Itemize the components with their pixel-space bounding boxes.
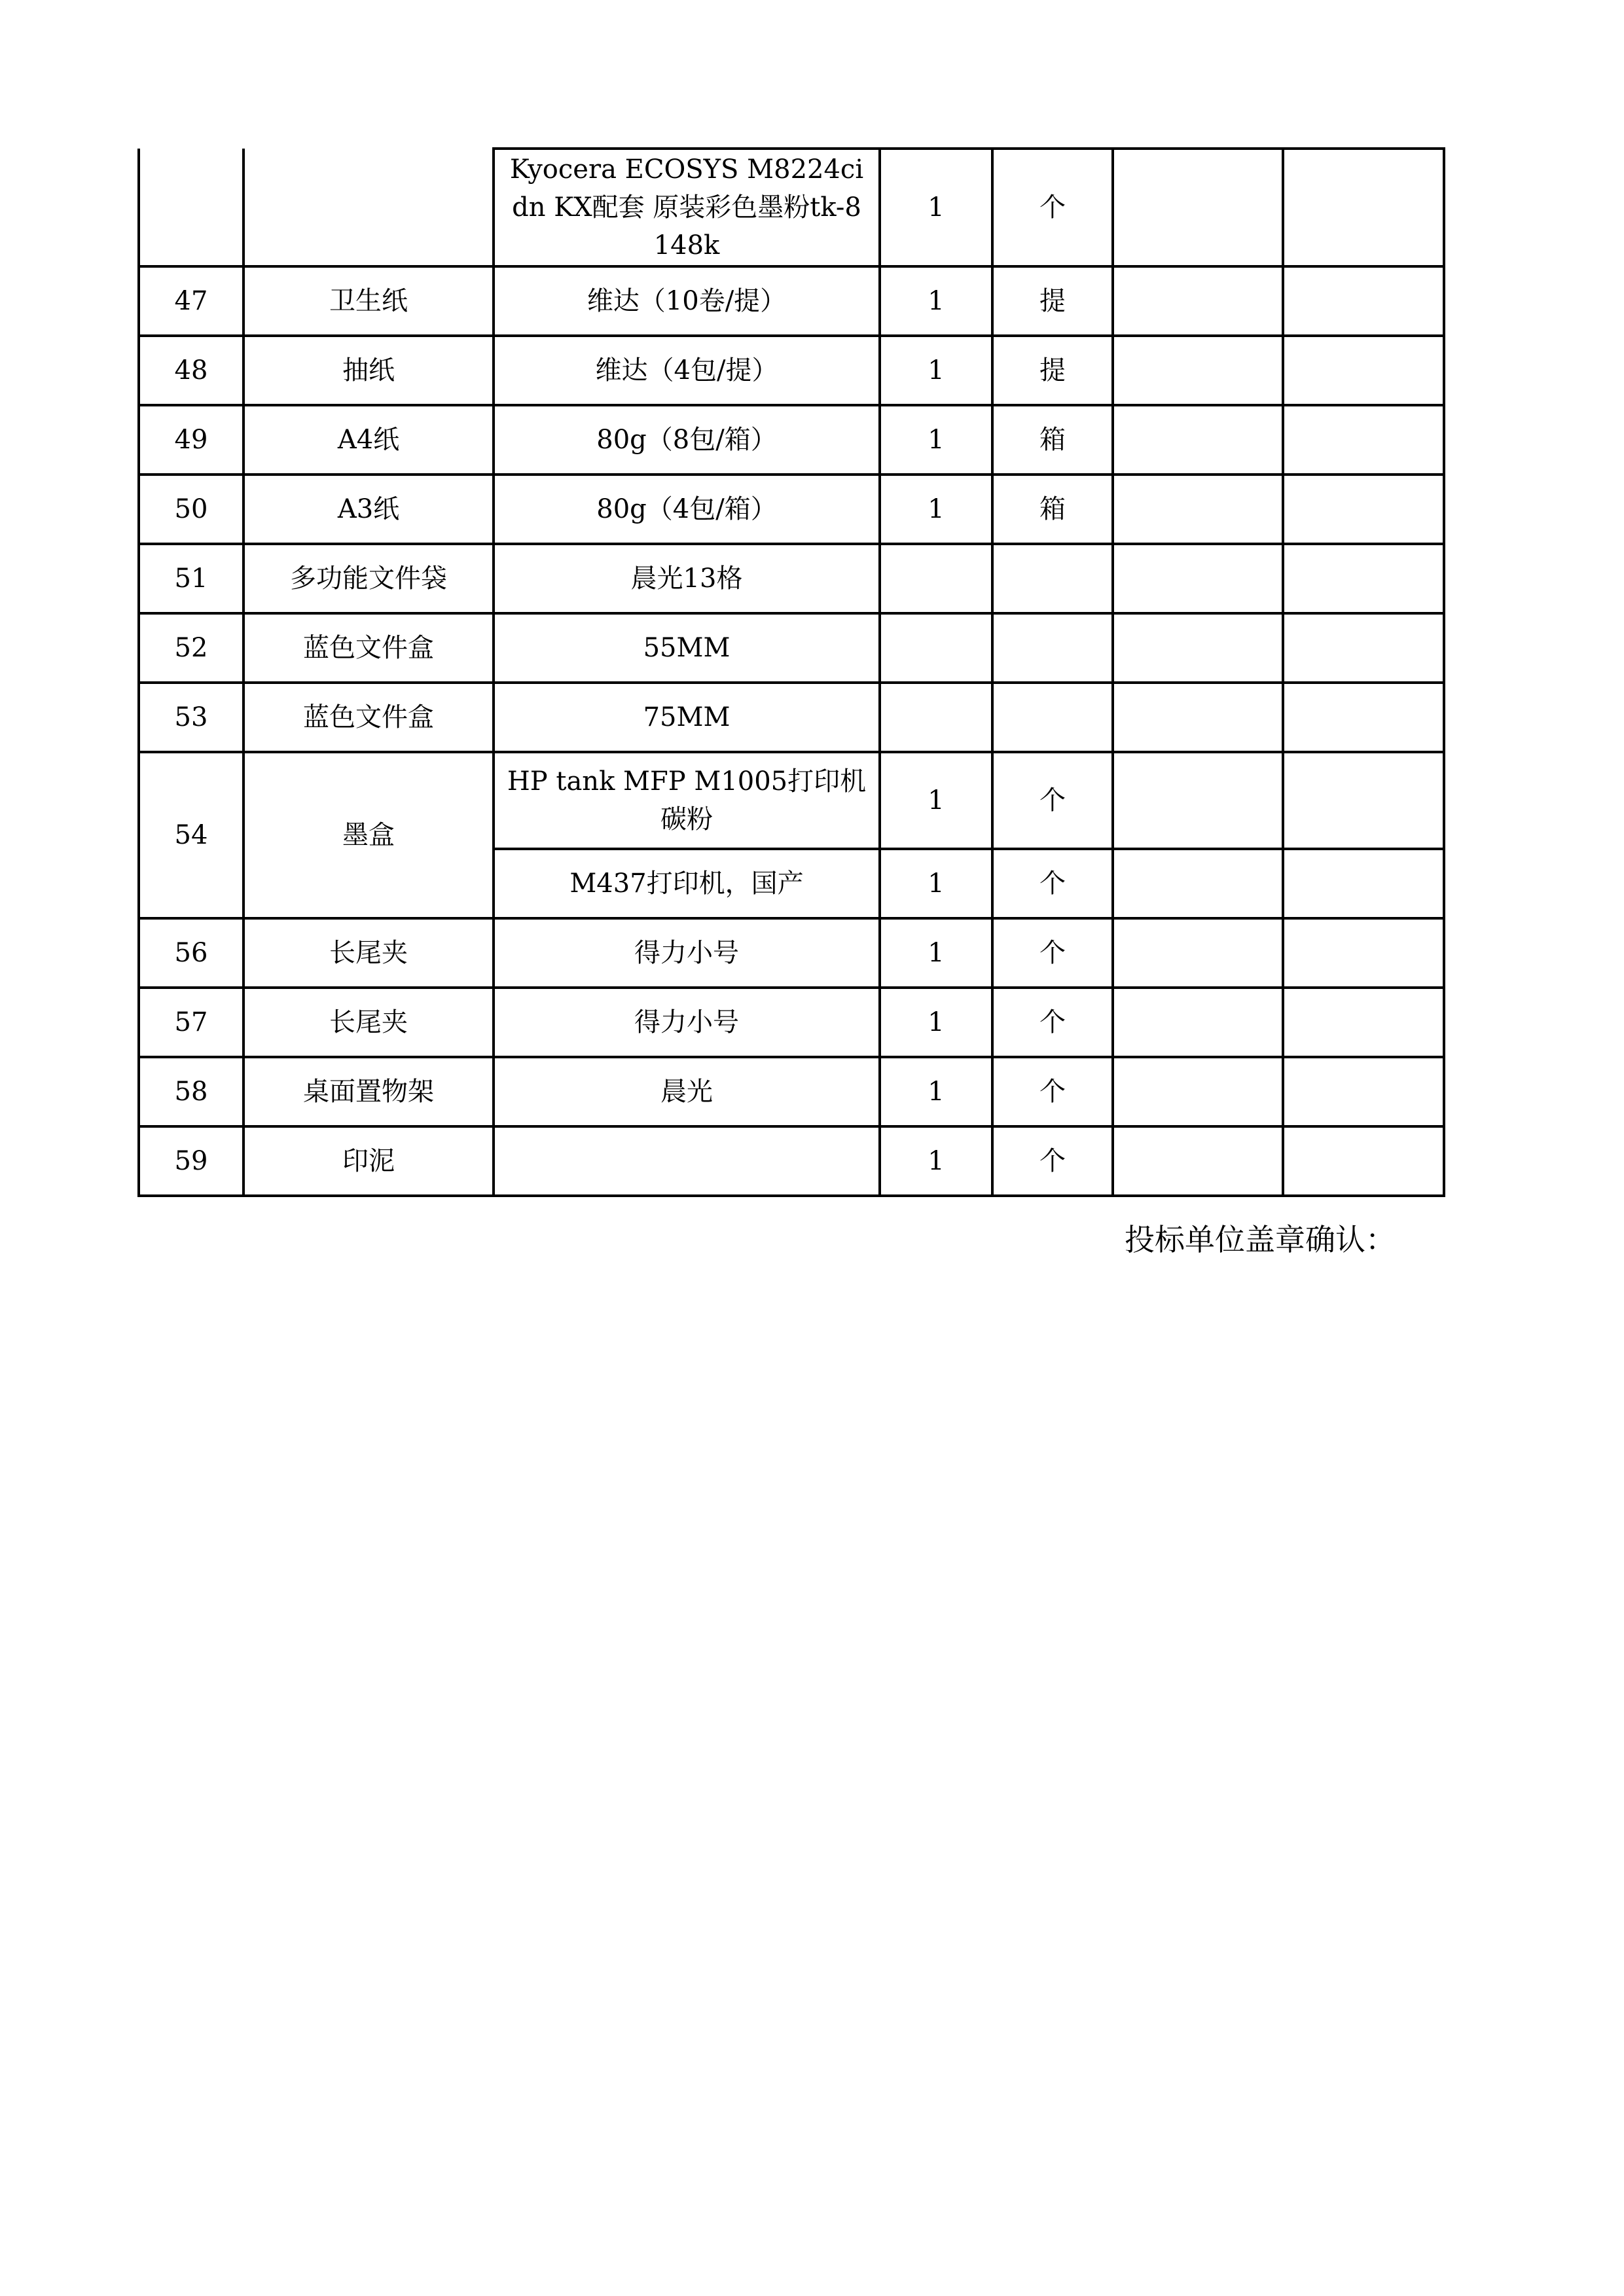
- item-remark-cell: [1283, 683, 1444, 752]
- item-no-cell: 47: [139, 266, 244, 336]
- item-name-cell: 蓝色文件盒: [244, 683, 494, 752]
- item-unit-cell: 个: [992, 1057, 1113, 1126]
- item-no-cell: [139, 149, 244, 266]
- item-spec-cell: M437打印机，国产: [494, 849, 880, 918]
- item-unit-cell: 提: [992, 266, 1113, 336]
- item-unit-cell: 箱: [992, 405, 1113, 475]
- item-qty-cell: [880, 544, 992, 613]
- item-name-cell: 卫生纸: [244, 266, 494, 336]
- item-spec-cell: 晨光13格: [494, 544, 880, 613]
- item-spec-cell: [494, 1126, 880, 1196]
- table-row: [139, 149, 1444, 266]
- item-no-cell: 50: [139, 475, 244, 544]
- item-qty-cell: 1: [880, 1057, 992, 1126]
- item-spec-cell: HP tank MFP M1005打印机碳粉: [494, 752, 880, 849]
- item-qty-cell: 1: [880, 149, 992, 266]
- item-name-cell: 长尾夹: [244, 918, 494, 988]
- item-qty-cell: 1: [880, 849, 992, 918]
- table-row: [139, 475, 1444, 544]
- item-spec-cell: 维达（10卷/提）: [494, 266, 880, 336]
- item-unit-cell: 个: [992, 149, 1113, 266]
- item-qty-cell: 1: [880, 918, 992, 988]
- item-price-cell: [1113, 1126, 1283, 1196]
- item-no-cell: 59: [139, 1126, 244, 1196]
- item-remark-cell: [1283, 918, 1444, 988]
- item-unit-cell: [992, 683, 1113, 752]
- item-qty-cell: 1: [880, 988, 992, 1057]
- item-remark-cell: [1283, 1126, 1444, 1196]
- table-row: [139, 544, 1444, 613]
- item-unit-cell: 箱: [992, 475, 1113, 544]
- item-name-cell: 墨盒: [244, 752, 494, 918]
- item-remark-cell: [1283, 405, 1444, 475]
- item-unit-cell: 个: [992, 1126, 1113, 1196]
- item-price-cell: [1113, 475, 1283, 544]
- item-price-cell: [1113, 405, 1283, 475]
- item-name-cell: 蓝色文件盒: [244, 613, 494, 683]
- item-name-cell: [244, 149, 494, 266]
- item-unit-cell: 个: [992, 988, 1113, 1057]
- item-qty-cell: [880, 683, 992, 752]
- item-qty-cell: 1: [880, 266, 992, 336]
- item-price-cell: [1113, 613, 1283, 683]
- item-qty-cell: 1: [880, 475, 992, 544]
- table-row: [139, 918, 1444, 988]
- items-table: [137, 147, 1445, 1197]
- item-qty-cell: 1: [880, 405, 992, 475]
- item-unit-cell: 个: [992, 918, 1113, 988]
- item-unit-cell: 个: [992, 752, 1113, 849]
- table-row: [139, 405, 1444, 475]
- item-unit-cell: [992, 544, 1113, 613]
- item-no-cell: 53: [139, 683, 244, 752]
- item-unit-cell: 提: [992, 336, 1113, 405]
- table-row: [139, 1126, 1444, 1196]
- item-price-cell: [1113, 918, 1283, 988]
- item-name-cell: 长尾夹: [244, 988, 494, 1057]
- item-spec-cell: 80g（8包/箱）: [494, 405, 880, 475]
- item-qty-cell: 1: [880, 336, 992, 405]
- item-unit-cell: [992, 613, 1113, 683]
- item-spec-cell: 维达（4包/提）: [494, 336, 880, 405]
- item-qty-cell: 1: [880, 752, 992, 849]
- item-spec-cell: 75MM: [494, 683, 880, 752]
- item-remark-cell: [1283, 1057, 1444, 1126]
- item-name-cell: 多功能文件袋: [244, 544, 494, 613]
- item-price-cell: [1113, 988, 1283, 1057]
- item-spec-cell: 55MM: [494, 613, 880, 683]
- item-remark-cell: [1283, 544, 1444, 613]
- item-remark-cell: [1283, 475, 1444, 544]
- item-price-cell: [1113, 149, 1283, 266]
- item-price-cell: [1113, 336, 1283, 405]
- item-name-cell: 桌面置物架: [244, 1057, 494, 1126]
- item-no-cell: 51: [139, 544, 244, 613]
- item-price-cell: [1113, 544, 1283, 613]
- item-spec-cell: Kyocera ECOSYS M8224cidn KX配套 原装彩色墨粉tk-8148k: [494, 149, 880, 266]
- item-price-cell: [1113, 266, 1283, 336]
- table-row: [139, 336, 1444, 405]
- item-name-cell: 印泥: [244, 1126, 494, 1196]
- item-spec-cell: 得力小号: [494, 918, 880, 988]
- item-remark-cell: [1283, 266, 1444, 336]
- item-no-cell: 57: [139, 988, 244, 1057]
- item-remark-cell: [1283, 752, 1444, 849]
- item-price-cell: [1113, 1057, 1283, 1126]
- item-name-cell: A3纸: [244, 475, 494, 544]
- item-no-cell: 48: [139, 336, 244, 405]
- table-row: [139, 1057, 1444, 1126]
- table-row: [139, 266, 1444, 336]
- table-row: [139, 613, 1444, 683]
- table-row: [139, 683, 1444, 752]
- item-no-cell: 52: [139, 613, 244, 683]
- bidder-seal-confirmation-label: 投标单位盖章确认：: [1125, 1222, 1396, 1257]
- item-remark-cell: [1283, 849, 1444, 918]
- item-qty-cell: 1: [880, 1126, 992, 1196]
- item-remark-cell: [1283, 988, 1444, 1057]
- item-price-cell: [1113, 752, 1283, 849]
- table-row: [139, 752, 1444, 849]
- item-no-cell: 54: [139, 752, 244, 918]
- item-unit-cell: 个: [992, 849, 1113, 918]
- item-no-cell: 49: [139, 405, 244, 475]
- item-spec-cell: 得力小号: [494, 988, 880, 1057]
- item-spec-cell: 晨光: [494, 1057, 880, 1126]
- table-row: [139, 988, 1444, 1057]
- item-name-cell: A4纸: [244, 405, 494, 475]
- item-spec-cell: 80g（4包/箱）: [494, 475, 880, 544]
- item-qty-cell: [880, 613, 992, 683]
- item-remark-cell: [1283, 336, 1444, 405]
- item-no-cell: 56: [139, 918, 244, 988]
- item-no-cell: 58: [139, 1057, 244, 1126]
- item-name-cell: 抽纸: [244, 336, 494, 405]
- item-remark-cell: [1283, 613, 1444, 683]
- item-price-cell: [1113, 849, 1283, 918]
- item-price-cell: [1113, 683, 1283, 752]
- item-remark-cell: [1283, 149, 1444, 266]
